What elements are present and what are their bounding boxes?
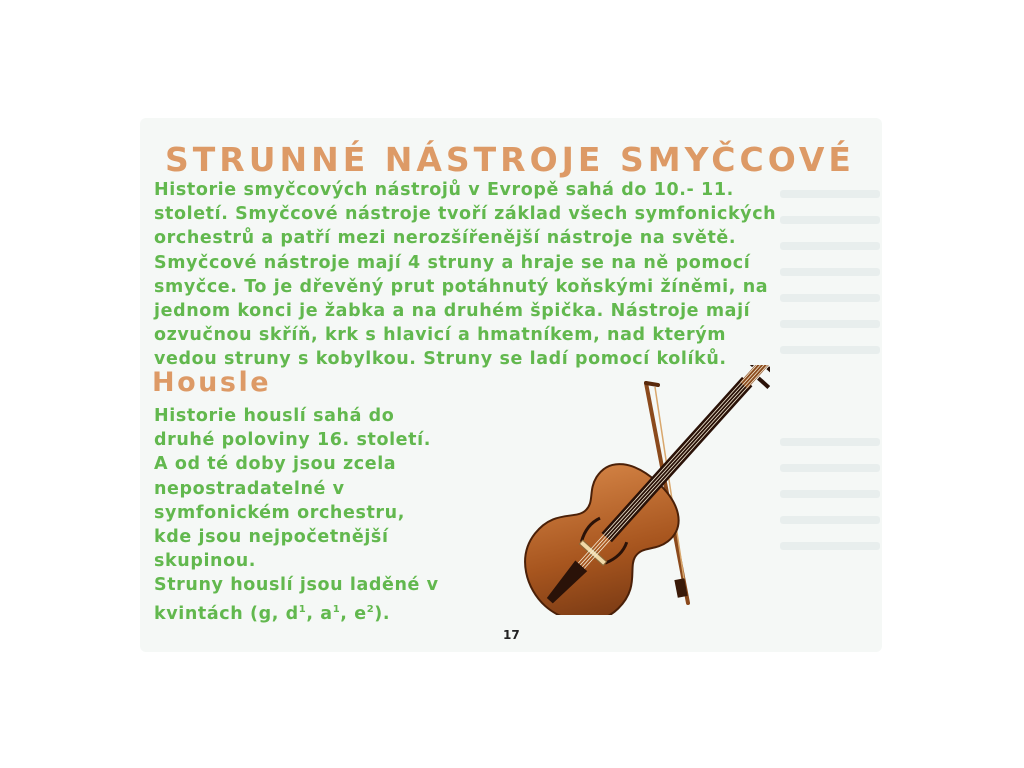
violin-paragraph [154, 404, 494, 626]
intro-paragraph [154, 178, 854, 372]
tuning-suffix: ). [374, 603, 391, 624]
body-line: A od té doby jsou zcela [154, 454, 397, 475]
body-line: kde jsou nejpočetnější [154, 527, 389, 548]
intro-line: smyčce. To je dřevěný prut potáhnutý koňskými žíněmi, na [154, 276, 769, 297]
intro-line: století. Smyčcové nástroje tvoří základ všech symfonických [154, 204, 777, 225]
page-number: 17 [503, 628, 520, 642]
body-line: druhé poloviny 16. století. [154, 430, 431, 451]
violin-body [503, 365, 770, 615]
superscript: 1 [298, 603, 307, 615]
intro-line: ozvučnou skříň, krk s hlavicí a hmatníkem, nad kterým [154, 325, 727, 346]
intro-line: vedou struny s kobylkou. Struny se ladí pomocí kolíků. [154, 349, 727, 370]
tuning-separator: , e [340, 603, 367, 624]
violin-with-bow-icon [500, 365, 770, 615]
superscript: 1 [332, 603, 341, 615]
body-line: symfonickém orchestru, [154, 502, 405, 523]
body-line: Struny houslí jsou laděné v [154, 575, 439, 596]
intro-line: orchestrů a patří mezi nerozšířenější nástroje na světě. [154, 228, 737, 249]
bleed-through-line [780, 542, 880, 550]
body-line: Historie houslí sahá do [154, 406, 395, 426]
bleed-through-line [780, 438, 880, 446]
intro-line: Smyčcové nástroje mají 4 struny a hraje se na ně pomocí [154, 252, 751, 273]
tuning-separator: , a [306, 603, 333, 624]
body-line: nepostradatelné v [154, 478, 345, 499]
bleed-through-line [780, 464, 880, 472]
intro-line: Historie smyčcových nástrojů v Evropě sahá do 10.- 11. [154, 180, 734, 200]
page-title: STRUNNÉ NÁSTROJE SMYČCOVÉ [165, 140, 855, 179]
tuning-prefix: kvintách (g, d [154, 603, 299, 624]
body-line: skupinou. [154, 551, 257, 572]
bleed-through-line [780, 490, 880, 498]
superscript: 2 [366, 603, 375, 615]
intro-line: jednom konci je žabka a na druhém špička. Nástroje mají [154, 301, 751, 322]
section-title: Housle [152, 367, 272, 398]
bleed-through-line [780, 516, 880, 524]
tuning-line [154, 598, 494, 626]
